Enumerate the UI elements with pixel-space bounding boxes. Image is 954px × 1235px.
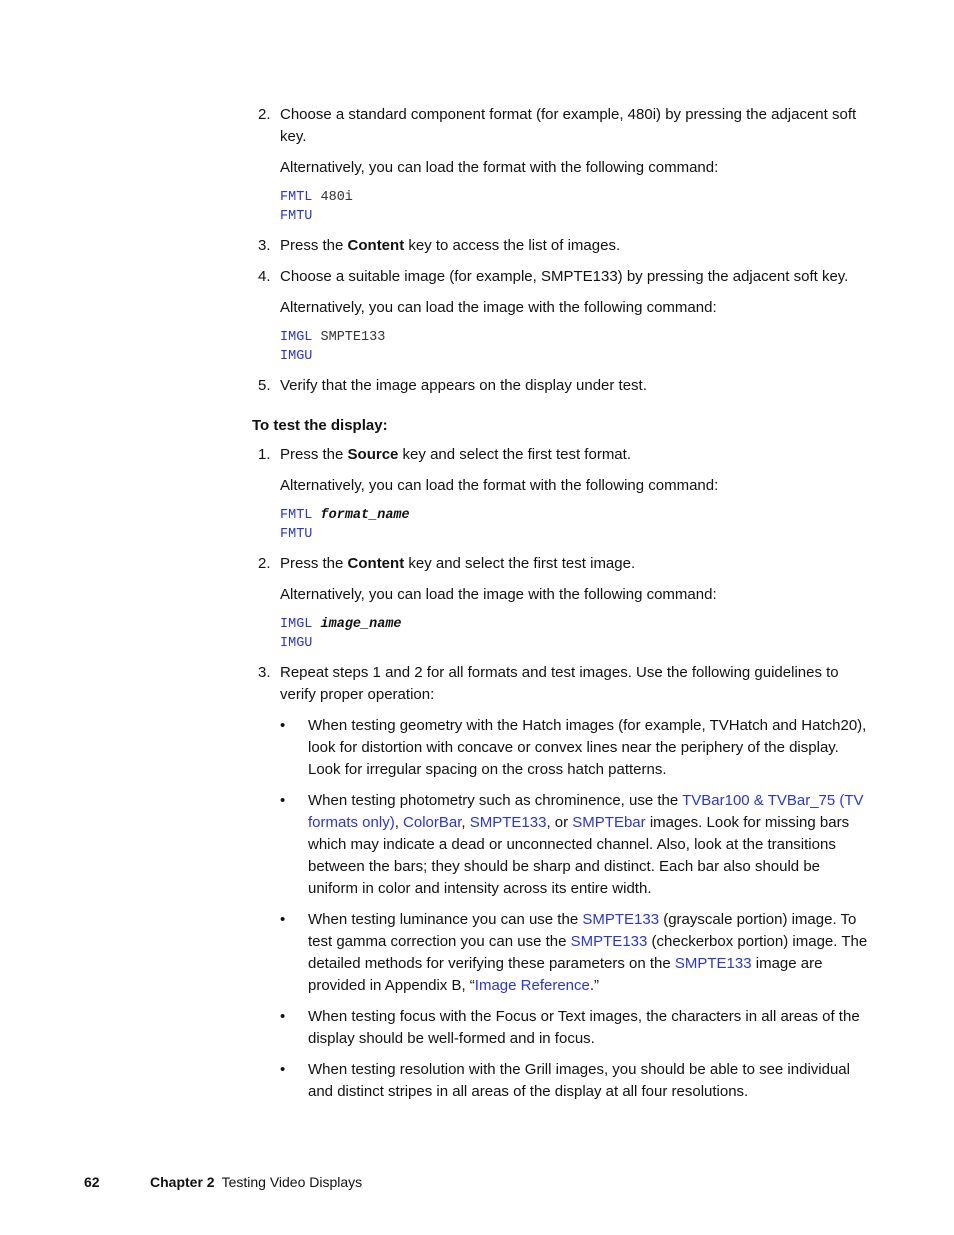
- guideline-luminance: [280, 909, 872, 997]
- bullet-marker: •: [280, 717, 286, 734]
- code-block: [280, 328, 872, 366]
- command-link[interactable]: FMTU: [280, 209, 313, 224]
- bullet-marker: •: [280, 1008, 286, 1025]
- bullet-marker: •: [280, 792, 286, 809]
- command-link[interactable]: IMGL: [280, 330, 313, 345]
- command-arg: 480i: [312, 190, 353, 205]
- code-line: [280, 615, 872, 634]
- key-name: Content: [347, 237, 405, 254]
- page-content: [252, 104, 872, 1112]
- step-source-key: [252, 444, 872, 466]
- code-block: [280, 188, 872, 226]
- command-link[interactable]: IMGU: [280, 349, 313, 364]
- code-line: [280, 506, 872, 525]
- smpte133-link[interactable]: SMPTE133: [469, 814, 547, 831]
- step-number: 2.: [258, 106, 271, 123]
- guideline-text: .”: [589, 977, 600, 994]
- step-choose-image: [252, 266, 872, 288]
- alternative-note: Alternatively, you can load the image with the following command:: [280, 586, 717, 603]
- step-number: 3.: [258, 237, 271, 254]
- guideline-text: , or: [546, 814, 573, 831]
- code-line: [280, 188, 872, 207]
- command-link[interactable]: FMTL: [280, 190, 313, 205]
- code-line: [280, 207, 872, 226]
- guideline-text: image are provided in Appendix B, “: [308, 955, 823, 994]
- guideline-text: ,: [461, 814, 470, 831]
- code-line: [280, 525, 872, 544]
- bullet-marker: •: [280, 1061, 286, 1078]
- step-content-key-select: [252, 553, 872, 575]
- key-name: Source: [347, 446, 399, 463]
- smptebar-link[interactable]: SMPTEbar: [572, 814, 646, 831]
- step-text-post: key to access the list of images.: [404, 237, 621, 254]
- step-number: 1.: [258, 446, 271, 463]
- code-line: [280, 328, 872, 347]
- procedure-heading: To test the display:: [252, 417, 388, 434]
- code-block: [280, 506, 872, 544]
- step-choose-format: [252, 104, 872, 148]
- step-number: 3.: [258, 664, 271, 681]
- step-text: Repeat steps 1 and 2 for all formats and test images. Use the following guidelines to verify proper operation:: [280, 664, 839, 703]
- guideline-photometry: [280, 790, 872, 900]
- command-link[interactable]: IMGU: [280, 636, 313, 651]
- guideline-text: When testing photometry such as chrominence, use the: [308, 792, 683, 809]
- guideline-text: When testing focus with the Focus or Text images, the characters in all areas of the display should be well-formed and in focus.: [308, 1008, 860, 1047]
- command-param: format_name: [320, 508, 410, 523]
- smpte133-link[interactable]: SMPTE133: [570, 933, 648, 950]
- alternative-note: Alternatively, you can load the format with the following command:: [280, 477, 719, 494]
- chapter-title: Testing Video Displays: [221, 1174, 363, 1190]
- guideline-text: (grayscale portion) image. To test gamma correction you can use the: [308, 911, 857, 950]
- command-link[interactable]: FMTL: [280, 508, 313, 523]
- chapter-reference: [150, 1172, 362, 1192]
- step-verify-image: [252, 375, 872, 397]
- step-text: Choose a standard component format (for example, 480i) by pressing the adjacent soft key.: [280, 106, 857, 145]
- step-number: 4.: [258, 268, 271, 285]
- guidelines-list: [280, 715, 872, 1103]
- page-number: 62: [84, 1174, 100, 1190]
- step-number: 5.: [258, 377, 271, 394]
- step-content-key: [252, 235, 872, 257]
- step-text-post: key and select the first test image.: [404, 555, 636, 572]
- alternative-note: Alternatively, you can load the image with the following command:: [280, 299, 717, 316]
- chapter-label: Chapter 2: [150, 1174, 215, 1190]
- guideline-resolution: [280, 1059, 872, 1103]
- key-name: Content: [347, 555, 405, 572]
- step-text-post: key and select the first test format.: [398, 446, 631, 463]
- guideline-text: When testing geometry with the Hatch images (for example, TVHatch and Hatch20), look for distortion with concave or convex lines near the periphery of the display. Look for irregular spacing on the cross hatch patterns.: [308, 717, 867, 778]
- command-link[interactable]: IMGL: [280, 617, 313, 632]
- step-number: 2.: [258, 555, 271, 572]
- command-param: image_name: [320, 617, 402, 632]
- smpte133-link[interactable]: SMPTE133: [674, 955, 752, 972]
- guideline-text: (checkerbox portion) image. The detailed methods for verifying these parameters on the: [308, 933, 868, 972]
- smpte133-link[interactable]: SMPTE133: [582, 911, 660, 928]
- step-text: Verify that the image appears on the display under test.: [280, 377, 647, 394]
- guideline-text: ,: [394, 814, 404, 831]
- code-block: [280, 615, 872, 653]
- step-text-pre: Press the: [280, 237, 348, 254]
- command-arg: SMPTE133: [312, 330, 386, 345]
- guideline-geometry: [280, 715, 872, 781]
- guideline-text: When testing resolution with the Grill images, you should be able to see individual and distinct stripes in all areas of the display at all four resolutions.: [308, 1061, 850, 1100]
- guideline-text: images. Look for missing bars which may indicate a dead or unconnected channel. Also, look at the transitions between the bars; they should be sharp and distinct. Each bar also should be uniform in color and intensity across its entire width.: [308, 814, 850, 897]
- command-link[interactable]: FMTU: [280, 527, 313, 542]
- step-text-pre: Press the: [280, 555, 348, 572]
- step-text-pre: Press the: [280, 446, 348, 463]
- code-line: [280, 634, 872, 653]
- image-reference-link[interactable]: Image Reference: [474, 977, 590, 994]
- colorbar-link[interactable]: ColorBar: [403, 814, 462, 831]
- tvbar-link[interactable]: TVBar100 & TVBar_75 (TV formats only): [308, 792, 864, 831]
- alternative-note: Alternatively, you can load the format with the following command:: [280, 159, 719, 176]
- guideline-focus: [280, 1006, 872, 1050]
- guideline-text: When testing luminance you can use the: [308, 911, 583, 928]
- step-text: Choose a suitable image (for example, SMPTE133) by pressing the adjacent soft key.: [280, 268, 849, 285]
- bullet-marker: •: [280, 911, 286, 928]
- code-line: [280, 347, 872, 366]
- step-repeat: [252, 662, 872, 706]
